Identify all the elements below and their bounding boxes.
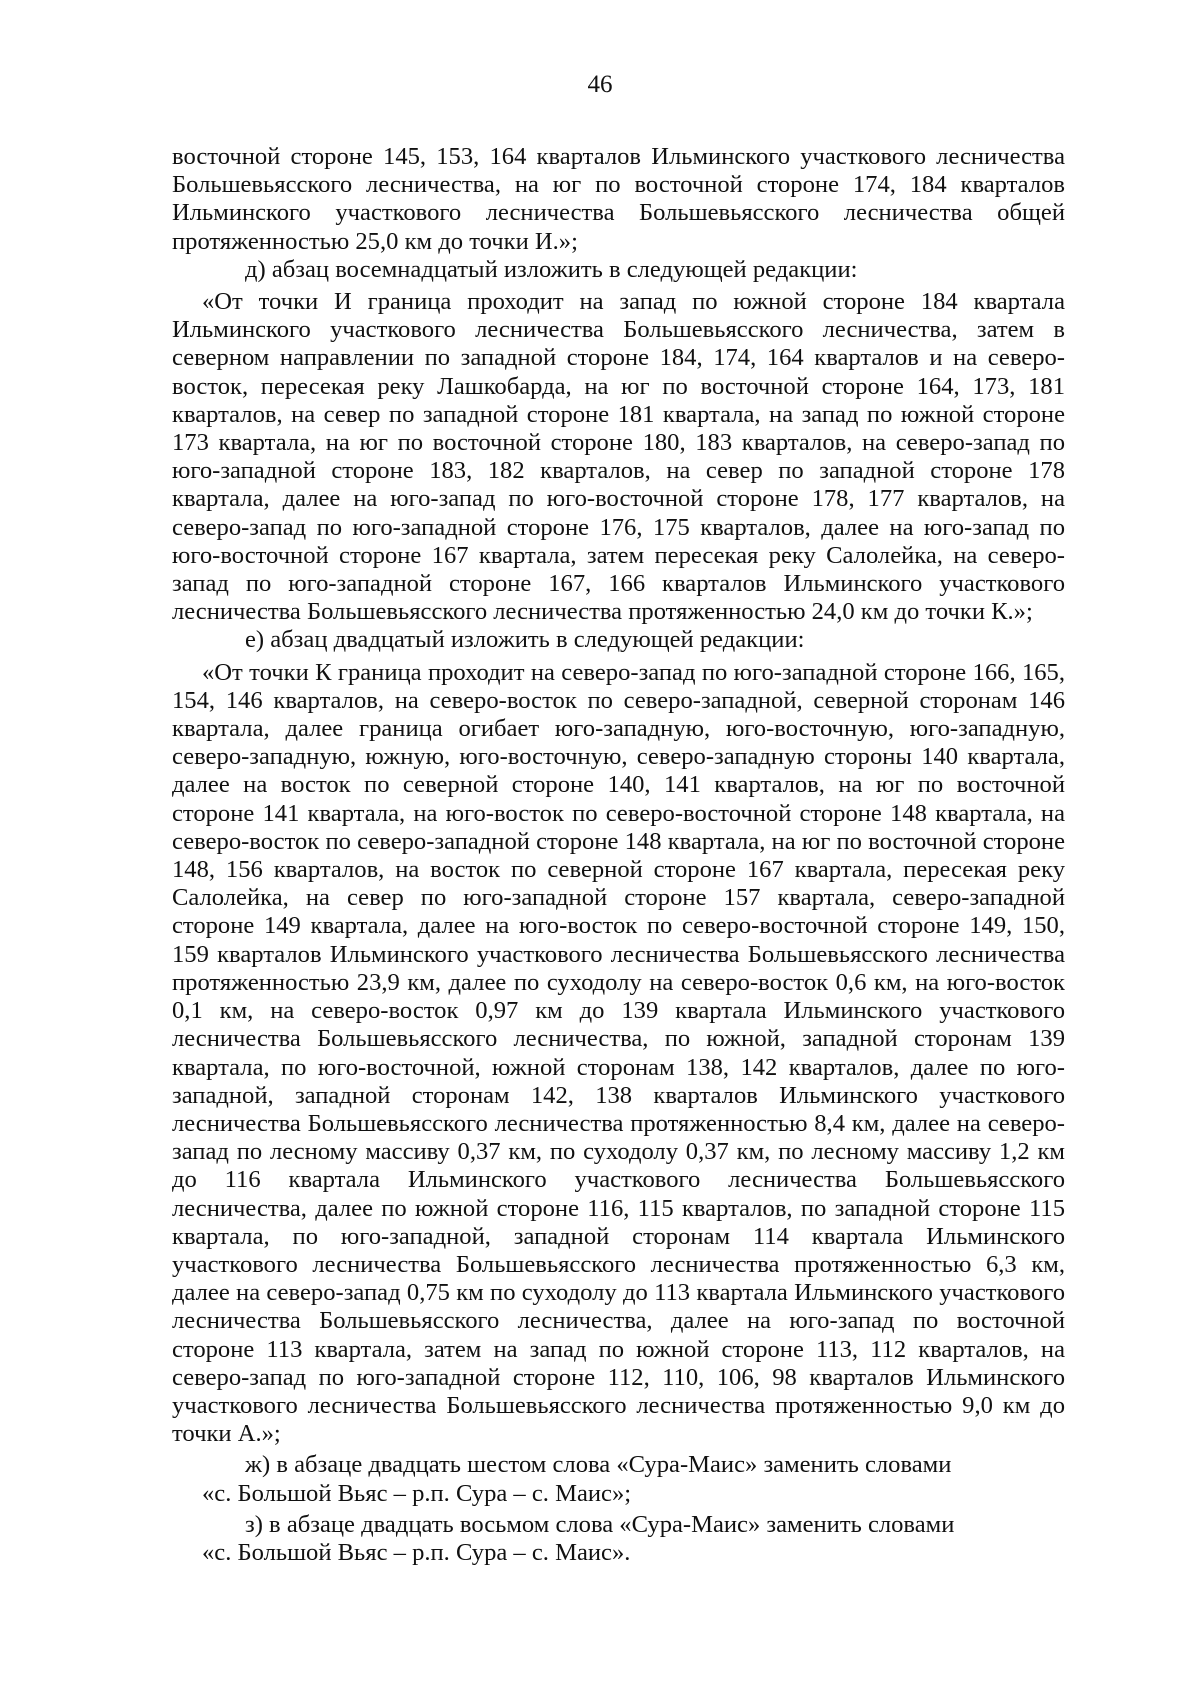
paragraph-item-z-replacement: «с. Большой Вьяс – р.п. Сура – с. Маис». [202, 1538, 631, 1566]
paragraph-item-zh-replacement: «с. Большой Вьяс – р.п. Сура – с. Маис»; [202, 1479, 632, 1507]
paragraph-item-z: з) в абзаце двадцать восьмом слова «Сура-Маис» заменить словами [245, 1510, 955, 1538]
paragraph-item-e: е) абзац двадцатый изложить в следующей редакции: [245, 626, 805, 654]
paragraph-continuation: восточной стороне 145, 153, 164 кварталов Ильминского участкового лесничества Большевьясского лесничества, на юг по восточной стороне 174, 184 кварталов Ильминского участкового лесничества Большевьясского лесничества общей протяженностью 25,0 км до точки И.»; [172, 143, 1065, 255]
page-number: 46 [587, 71, 613, 98]
document-body [172, 143, 1065, 1567]
paragraph-item-d: д) абзац восемнадцатый изложить в следующей редакции: [245, 255, 858, 283]
paragraph-item-zh: ж) в абзаце двадцать шестом слова «Сура-Маис» заменить словами [245, 1451, 952, 1479]
paragraph-quote-point-i: «От точки И граница проходит на запад по южной стороне 184 квартала Ильминского участкового лесничества Большевьясского лесничества, затем в северном направлении по западной стороне 184, 174, 164 кварталов и на северо-восток, пересекая реку Лашкобарда, на юг по восточной стороне 164, 173, 181 кварталов, на север по западной стороне 181 квартала, на запад по южной стороне 173 квартала, на юг по восточной стороне 180, 183 кварталов, на северо-запад по юго-западной стороне 183, 182 кварталов, на север по западной стороне 178 квартала, далее на юго-запад по юго-восточной стороне 178, 177 кварталов, на северо-запад по юго-западной стороне 176, 175 кварталов, далее на юго-запад по юго-восточной стороне 167 квартала, затем пересекая реку Салолейка, на северо-запад по юго-западной стороне 167, 166 кварталов Ильминского участкового лесничества Большевьясского лесничества протяженностью 24,0 км до точки К.»; [172, 288, 1065, 626]
paragraph-quote-point-k: «От точки К граница проходит на северо-запад по юго-западной стороне 166, 165, 154, 146 кварталов, на северо-восток по северо-западной, северной сторонам 146 квартала, далее граница огибает юго-западную, юго-восточную, юго-западную, северо-западную, южную, юго-восточную, северо-западную стороны 140 квартала, далее на восток по северной стороне 140, 141 кварталов, на юг по восточной стороне 141 квартала, на юго-восток по северо-восточной стороне 148 квартала, на северо-восток по северо-западной стороне 148 квартала, на юг по восточной стороне 148, 156 кварталов, на восток по северной стороне 167 квартала, пересекая реку Салолейка, на север по юго-западной стороне 157 квартала, северо-западной стороне 149 квартала, далее на юго-восток по северо-восточной стороне 149, 150, 159 кварталов Ильминского участкового лесничества Большевьясского лесничества протяженностью 23,9 км, далее по суходолу на северо-восток 0,6 км, на юго-восток 0,1 км, на северо-восток 0,97 км до 139 квартала Ильминского участкового лесничества Большевьясского лесничества, по южной, западной сторонам 139 квартала, по юго-восточной, южной сторонам 138, 142 кварталов, далее по юго-западной, западной сторонам 142, 138 кварталов Ильминского участкового лесничества Большевьясского лесничества протяженностью 8,4 км, далее на северо-запад по лесному массиву 0,37 км, по суходолу 0,37 км, по лесному массиву 1,2 км до 116 квартала Ильминского участкового лесничества Большевьясского лесничества, далее по южной стороне 116, 115 кварталов, по западной стороне 115 квартала, по юго-западной, западной сторонам 114 квартала Ильминского участкового лесничества Большевьясского лесничества протяженностью 6,3 км, далее на северо-запад 0,75 км по суходолу до 113 квартала Ильминского участкового лесничества Большевьясского лесничества, далее на юго-запад по восточной стороне 113 квартала, затем на запад по южной стороне 113, 112 кварталов, на северо-запад по юго-западной стороне 112, 110, 106, 98 кварталов Ильминского участкового лесничества Большевьясского лесничества протяженностью 9,0 км до точки А.»; [172, 658, 1065, 1448]
